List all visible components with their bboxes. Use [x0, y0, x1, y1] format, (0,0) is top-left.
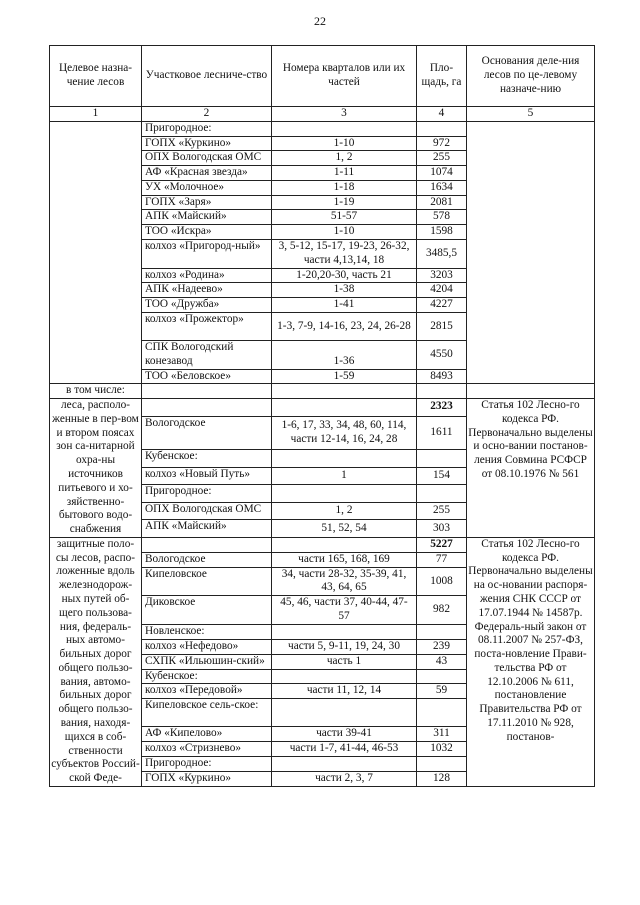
forestry-name: АФ «Красная звезда»	[142, 166, 272, 181]
quarters-cell: части 1-7, 41-44, 46-53	[272, 742, 417, 757]
group-total: 5227	[417, 537, 467, 552]
header-quarters: Номера кварталов или их частей	[272, 46, 417, 107]
quarters-cell: части 2, 3, 7	[272, 772, 417, 787]
quarters-cell	[272, 485, 417, 502]
forestry-name: УХ «Молочное»	[142, 180, 272, 195]
forestry-name: Кипеловское	[142, 567, 272, 596]
area-cell: 972	[417, 136, 467, 151]
area-cell: 2815	[417, 312, 467, 340]
quarters-cell: 1-3, 7-9, 14-16, 23, 24, 26-28	[272, 312, 417, 340]
header-row	[50, 46, 595, 107]
subtotal-label-row	[50, 384, 595, 399]
column-number: 4	[417, 107, 467, 122]
quarters-cell: 1, 2	[272, 502, 417, 519]
area-cell: 4204	[417, 283, 467, 298]
area-cell: 43	[417, 654, 467, 669]
quarters-cell: часть 1	[272, 654, 417, 669]
quarters-cell: 3, 5-12, 15-17, 19-23, 26-32, части 4,13,14, 18	[272, 240, 417, 269]
in-that-number-label: в том числе:	[50, 384, 142, 399]
column-number: 2	[142, 107, 272, 122]
area-cell: 311	[417, 727, 467, 742]
quarters-cell: части 39-41	[272, 727, 417, 742]
forestry-name: АПК «Надеево»	[142, 283, 272, 298]
forestry-name: СХПК «Ильюшин-ский»	[142, 654, 272, 669]
group-total: 2323	[417, 399, 467, 416]
header-basis: Основания деле-ния лесов по це-левому назначе-нию	[467, 46, 595, 107]
forestry-name: ГОПХ «Куркино»	[142, 136, 272, 151]
forestry-name: ТОО «Искра»	[142, 225, 272, 240]
area-cell: 303	[417, 520, 467, 538]
forestry-name: ГОПХ «Заря»	[142, 195, 272, 210]
area-cell: 154	[417, 467, 467, 484]
area-cell: 255	[417, 502, 467, 519]
area-cell: 3485,5	[417, 240, 467, 269]
area-cell: 4227	[417, 298, 467, 313]
quarters-cell: части 11, 12, 14	[272, 684, 417, 699]
quarters-cell	[272, 757, 417, 772]
forestry-name: ОПХ Вологодская ОМС	[142, 502, 272, 519]
area-cell	[417, 485, 467, 502]
area-cell	[417, 669, 467, 684]
area-cell: 2081	[417, 195, 467, 210]
forestry-name: АПК «Майский»	[142, 520, 272, 538]
area-cell: 59	[417, 684, 467, 699]
quarters-cell: 51-57	[272, 210, 417, 225]
forestry-name: колхоз «Прожектор»	[142, 312, 272, 340]
forestry-name: колхоз «Нефедово»	[142, 639, 272, 654]
header-forestry: Участковое лесниче-ство	[142, 46, 272, 107]
forestry-name: СПК Вологодский конезавод	[142, 340, 272, 369]
area-cell: 982	[417, 596, 467, 625]
area-cell	[417, 699, 467, 727]
area-cell: 1598	[417, 225, 467, 240]
area-cell: 239	[417, 639, 467, 654]
quarters-cell: 1, 2	[272, 151, 417, 166]
quarters-cell: 45, 46, части 37, 40-44, 47-57	[272, 596, 417, 625]
forestry-name: ТОО «Дружба»	[142, 298, 272, 313]
forestry-name: ТОО «Беловское»	[142, 369, 272, 384]
quarters-cell: 1-10	[272, 225, 417, 240]
empty-cell	[272, 537, 417, 552]
header-area: Пло-щадь, га	[417, 46, 467, 107]
area-cell	[417, 450, 467, 467]
forestry-name: Кипеловское сель-ское:	[142, 699, 272, 727]
area-cell: 3203	[417, 268, 467, 283]
quarters-cell: 1-19	[272, 195, 417, 210]
quarters-cell: 1	[272, 467, 417, 484]
quarters-cell: 1-6, 17, 33, 34, 48, 60, 114, части 12-14, 16, 24, 28	[272, 416, 417, 450]
column-number-row	[50, 107, 595, 122]
forest-purpose-table	[49, 45, 595, 787]
purpose-cell: леса, располо-женные в пер-вом и втором поясах зон са-нитарной охра-ны источников питьевого и хо-зяйственно-бытового водо-снабжения	[50, 399, 142, 538]
forestry-name: ОПХ Вологодская ОМС	[142, 151, 272, 166]
area-cell: 1032	[417, 742, 467, 757]
empty-cell	[142, 399, 272, 416]
quarters-cell	[272, 699, 417, 727]
forestry-name: Новленское:	[142, 625, 272, 640]
empty-cell	[272, 399, 417, 416]
area-cell: 128	[417, 772, 467, 787]
forestry-name: Пригородное:	[142, 757, 272, 772]
forestry-name: Кубенское:	[142, 450, 272, 467]
quarters-cell: 1-59	[272, 369, 417, 384]
quarters-cell: 51, 52, 54	[272, 520, 417, 538]
area-cell: 578	[417, 210, 467, 225]
forestry-name: Диковское	[142, 596, 272, 625]
quarters-cell: 1-36	[272, 340, 417, 369]
group-total-row	[50, 537, 595, 552]
quarters-cell	[272, 669, 417, 684]
forestry-name: колхоз «Передовой»	[142, 684, 272, 699]
quarters-cell: части 5, 9-11, 19, 24, 30	[272, 639, 417, 654]
area-cell: 1074	[417, 166, 467, 181]
area-cell: 1008	[417, 567, 467, 596]
quarters-cell: 1-18	[272, 180, 417, 195]
area-cell: 8493	[417, 369, 467, 384]
header-purpose: Целевое назна-чение лесов	[50, 46, 142, 107]
purpose-cell: защитные поло-сы лесов, распо-ложенные вдоль железнодорож-ных путей об-щего пользова-ния, федераль-ных автомо-бильных дорог общего пользо-вания, автомо-бильных дорог общего пользо-вания, находя-щихся в соб-ственности субъектов Россий-ской Феде-	[50, 537, 142, 786]
area-cell: 1611	[417, 416, 467, 450]
area-cell: 1634	[417, 180, 467, 195]
column-number: 3	[272, 107, 417, 122]
quarters-cell: 1-10	[272, 136, 417, 151]
forestry-name: АПК «Майский»	[142, 210, 272, 225]
empty-cell	[142, 384, 272, 399]
area-cell: 77	[417, 552, 467, 567]
empty-cell	[142, 537, 272, 552]
area-cell	[417, 121, 467, 136]
column-number: 1	[50, 107, 142, 122]
forestry-name: колхоз «Родина»	[142, 268, 272, 283]
quarters-cell: 1-11	[272, 166, 417, 181]
forestry-name: ГОПХ «Куркино»	[142, 772, 272, 787]
page-number: 22	[314, 14, 326, 28]
forestry-name: колхоз «Новый Путь»	[142, 467, 272, 484]
forestry-name: Пригородное:	[142, 485, 272, 502]
forestry-name: Вологодское	[142, 416, 272, 450]
forestry-name: Кубенское:	[142, 669, 272, 684]
table-row	[50, 121, 595, 136]
empty-cell	[417, 384, 467, 399]
group-total-row	[50, 399, 595, 416]
area-cell	[417, 625, 467, 640]
forestry-name: Вологодское	[142, 552, 272, 567]
basis-cell-empty	[467, 121, 595, 384]
basis-cell: Статья 102 Лесно-го кодекса РФ. Первоначально выделены и осно-вании постанов-ления Совмина РСФСР от 08.10.1976 № 561	[467, 399, 595, 538]
quarters-cell: 1-20,20-30, часть 21	[272, 268, 417, 283]
area-cell: 255	[417, 151, 467, 166]
forestry-name: колхоз «Стризнево»	[142, 742, 272, 757]
basis-cell: Статья 102 Лесно-го кодекса РФ. Первоначально выделены на ос-новании распоря-жения СНК СССР от 17.07.1944 № 14587р. Федераль-ный закон от 08.11.2007 № 257-ФЗ, поста-новление Прави-тельства РФ от 12.10.2006 № 611, постановление Правительства РФ от 17.11.2010 № 928, постанов-	[467, 537, 595, 786]
quarters-cell: 34, части 28-32, 35-39, 41, 43, 64, 65	[272, 567, 417, 596]
purpose-cell-empty	[50, 121, 142, 384]
column-number: 5	[467, 107, 595, 122]
empty-cell	[467, 384, 595, 399]
quarters-cell	[272, 121, 417, 136]
forestry-name: колхоз «Пригород-ный»	[142, 240, 272, 269]
empty-cell	[272, 384, 417, 399]
forestry-name: АФ «Кипелово»	[142, 727, 272, 742]
area-cell	[417, 757, 467, 772]
quarters-cell: части 165, 168, 169	[272, 552, 417, 567]
quarters-cell	[272, 625, 417, 640]
quarters-cell: 1-41	[272, 298, 417, 313]
quarters-cell: 1-38	[272, 283, 417, 298]
forestry-name: Пригородное:	[142, 121, 272, 136]
quarters-cell	[272, 450, 417, 467]
area-cell: 4550	[417, 340, 467, 369]
